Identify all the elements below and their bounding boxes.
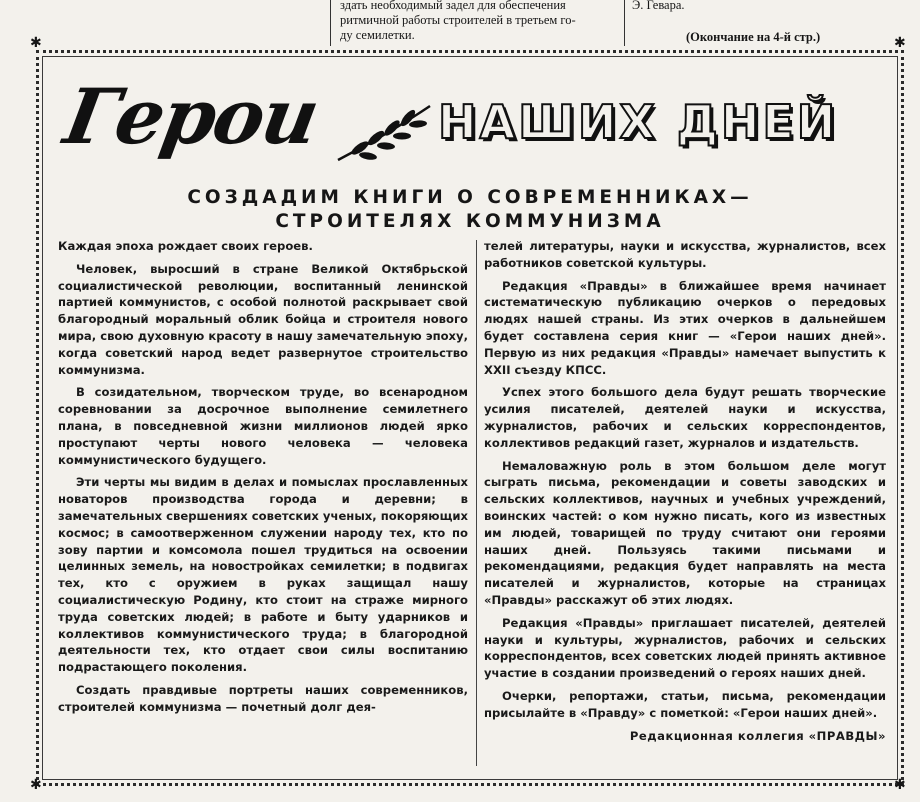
subheading-line-2: СТРОИТЕЛЯХ КОММУНИЗМА xyxy=(275,211,665,232)
paragraph: В созидательном, творческом труде, во всенародном соревновании за досрочное выполнение семилетнего плана, в повседневной жизни миллионов людей ярко проступают черты нового человека — человека коммунистического будущего. xyxy=(58,385,468,467)
star-ornament-icon: ✱ xyxy=(30,35,42,51)
paragraph: Немаловажную роль в этом большом деле могут сыграть письма, рекомендации и советы заводских и сельских коллективов, научных и учебных учреждений, воинских частей: о ком нужно писать, кого из известных им людей, товарищей по труду считают они героями наших дней. Пользуясь такими письмами и рекомендациями, редакция будет направлять на места писателей и журналистов, которые на страницах «Правды» расскажут об этих людях. xyxy=(484,458,886,607)
paragraph: Создать правдивые портреты наших современников, строителей коммунизма — почетный долг дея- xyxy=(58,682,468,714)
top-right-text xyxy=(632,0,917,13)
column-rule xyxy=(624,0,625,46)
star-ornament-icon: ✱ xyxy=(894,777,906,793)
paragraph: Эти черты мы видим в делах и помыслах прославленных новаторов производства города и деревни; в замечательных свершениях советских ученых, покоряющих космос; в самоотверженном служении народу тех, кто по зову партии и комсомола пошел трудиться на освоении целинных земель, на новостройках семилетки; в подвигах тех, кто с оружием в руках защищал нашу социалистическую Родину, кто стоит на страже мирного труда советских людей; в работе и быту ударников и коллективов коммунистического труда; в благородной деятельности тех, кто отдает свои силы воспитанию подрастающего поколения. xyxy=(58,475,468,675)
star-ornament-icon: ✱ xyxy=(894,35,906,51)
paragraph: Редакция «Правды» приглашает писателей, деятелей науки и культуры, журналистов, рабочих и сельских корреспондентов, всех советских людей принять активное участие в создании произведений о героях наших дней. xyxy=(484,615,886,681)
top-middle-line: ритмичной работы строителей в третьем го- xyxy=(340,13,576,27)
left-column xyxy=(58,238,468,722)
paragraph: телей литературы, науки и искусства, журналистов, всех работников советской культуры. xyxy=(484,239,886,270)
heading-script-word: Герои xyxy=(58,72,324,161)
heading-block-words: НАШИХ ДНЕЙ xyxy=(438,95,839,149)
paragraph: Человек, выросший в стране Великой Октябрьской социалистической революции, воспитанный ленинской партией коммунистов, с особой полнотой раскрывает свой благородный моральный облик бойца и строителя нового мира, свою духовную красоту в нашу замечательную эпоху, когда советский народ ведет развернутое строительство коммунизма. xyxy=(58,261,468,377)
top-middle-line: ду семилетки. xyxy=(340,28,415,42)
paragraph: Редакция «Правды» в ближайшее время начинает систематическую публикацию очерков о передовых людях нашей страны. Из этих очерков в дальнейшем будет составлена серия книг — «Герои наших дней». Первую из них редакция «Правды» намечает выпустить к XXII съезду КПСС. xyxy=(484,278,886,377)
top-right-line: Э. Гевара. xyxy=(632,0,685,12)
subheading-line-1: СОЗДАДИМ КНИГИ О СОВРЕМЕННИКАХ— xyxy=(187,187,753,208)
continuation-note: (Окончание на 4-й стр.) xyxy=(686,30,821,44)
paragraph: Успех этого большого дела будут решать творческие усилия писателей, деятелей науки и искусства, журналистов, рабочих и сельских корреспондентов, коллективов редакций газет, журналов и издательств. xyxy=(484,385,886,450)
right-column xyxy=(484,238,886,744)
signature: Редакционная коллегия «ПРАВДЫ» xyxy=(629,728,886,743)
paragraph: Очерки, репортажи, статьи, письма, рекомендации присылайте в «Правду» с пометкой: «Герои наших дней». xyxy=(484,688,886,720)
laurel-branch-icon xyxy=(330,98,440,168)
top-middle-text xyxy=(340,0,620,43)
star-ornament-icon: ✱ xyxy=(30,777,42,793)
top-strip xyxy=(0,0,920,52)
column-rule xyxy=(330,0,331,46)
paragraph: Каждая эпоха рождает своих героев. xyxy=(58,239,313,253)
column-divider xyxy=(476,240,477,766)
top-middle-line: здать необходимый задел для обеспечения xyxy=(340,0,566,12)
